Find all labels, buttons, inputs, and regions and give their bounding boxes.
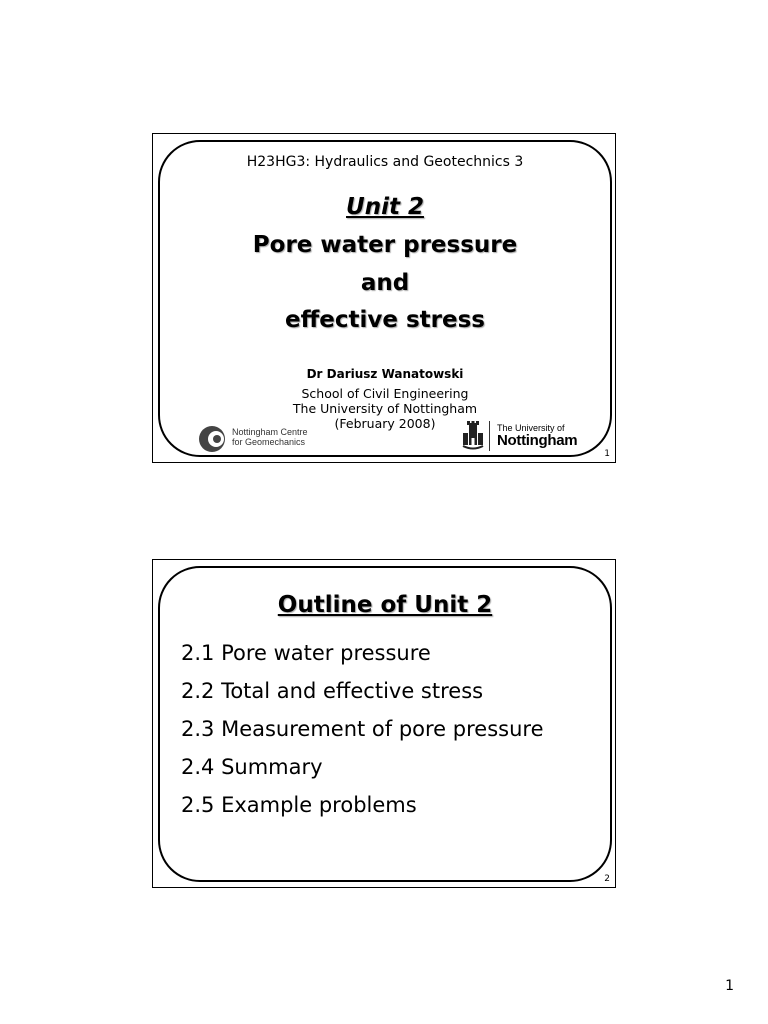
geomechanics-circle-icon [197, 424, 229, 454]
geomechanics-logo [197, 424, 308, 454]
logo-left-line-1: Nottingham Centre [232, 427, 308, 437]
slide-1-number: 1 [604, 449, 610, 459]
affiliation-line-3: (February 2008) [334, 416, 436, 431]
affiliation-line-2: The University of Nottingham [292, 401, 478, 416]
author-name: Dr Dariusz Wanatowski [306, 367, 464, 381]
logo-right-big: Nottingham [497, 432, 578, 449]
slide-2-number: 2 [604, 874, 610, 884]
title-line-2: and [360, 270, 410, 296]
slide-2-border [158, 566, 612, 882]
logo-left-line-2: for Geomechanics [232, 437, 306, 447]
university-logo [461, 419, 578, 453]
outline-item: 2.3 Measurement of pore pressure [181, 717, 544, 741]
castle-crest-icon [461, 419, 485, 451]
logo-right-small: The University of [497, 423, 565, 433]
title-line-1: Pore water pressure [252, 232, 518, 258]
slide-2 [152, 559, 616, 888]
logo-separator [489, 421, 490, 451]
outline-item: 2.2 Total and effective stress [181, 679, 484, 703]
slide-1 [152, 133, 616, 463]
outline-title: Outline of Unit 2 [277, 592, 493, 618]
course-title: H23HG3: Hydraulics and Geotechnics 3 [246, 154, 524, 170]
outline-item: 2.4 Summary [181, 755, 323, 779]
slide-1-border [158, 140, 612, 457]
affiliation-line-1: School of Civil Engineering [301, 386, 469, 401]
page-number: 1 [725, 978, 734, 994]
unit-heading: Unit 2 [346, 194, 424, 220]
title-line-3: effective stress [285, 307, 485, 333]
outline-item: 2.1 Pore water pressure [181, 641, 431, 665]
outline-item: 2.5 Example problems [181, 793, 417, 817]
